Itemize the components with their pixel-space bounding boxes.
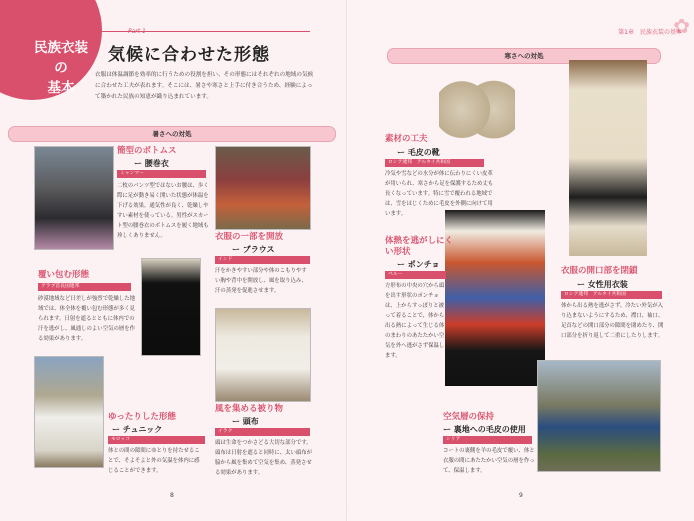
syria-photo	[537, 360, 661, 472]
country-tag: インド	[215, 256, 310, 264]
section-text: 冷気や雪などの水分が体に伝わりにくい皮革が用いられ、寒さから足を保護するため丈も長くなっています。特に雪で覆われる地域では、雪をはじくために毛皮を外側に向けて用います。	[385, 171, 494, 217]
section-title: 衣服の一部を開放	[215, 232, 284, 242]
section-name: ー 女性用衣装	[577, 280, 628, 289]
myanmar-photo	[34, 146, 114, 250]
right-page	[347, 0, 694, 521]
section-text: 汗をかきやすい部分や体のこもりやすい胸や背中を開放し、風を取り込み、汗の蒸発を促進させます。	[215, 268, 307, 294]
section-name: ー ブラウス	[232, 245, 275, 254]
fur-boots-photo	[439, 64, 515, 140]
section-title: 素材の工夫	[385, 134, 428, 144]
section-text: 方形布の中央の穴から頭を出す形状のポンチョは、上からすっぽりと被って着ることで、体から出る熱によって生じる体のまわりのあたたかい空気を外へ逃がさず保温します。	[385, 283, 445, 359]
poncho-photo	[445, 210, 545, 386]
section-title: ゆったりした形態	[108, 412, 176, 422]
section-title: 覆い包む形態	[38, 270, 90, 280]
country-tag: ロシア連邦 アルタイ共和国	[561, 291, 662, 299]
page-number: 9	[519, 492, 523, 499]
india-photo	[215, 146, 311, 230]
section-text: 砂漠地域など日差しが強烈で乾燥した地域では、体全体を覆い包む形態が多く見られます。日射を遮るとともに体内での汗を逃がし、風通しのよい空気の層を作る効果があります。	[38, 296, 136, 342]
section-name: ー ポンチョ	[397, 260, 440, 269]
iraq-photo	[215, 308, 311, 402]
hot-band	[8, 126, 336, 142]
section-text: コートの裏側を羊の毛皮で覆い、体と衣服の間にあたたかい空気の層を作って、保温します。	[443, 448, 535, 474]
section-title: 風を集める被り物	[215, 404, 284, 414]
country-tag: ミャンマー	[117, 170, 206, 178]
section-title: 衣服の開口部を閉鎖	[561, 266, 638, 276]
page-number: 8	[170, 492, 174, 499]
intro-text: 衣服は体温調節を効率的に行うための役割を担い、その形態にはそれぞれの地域の気候に合わせた工夫が表れます。そこには、暑さや寒さと上手に付き合うため、経験によって築かれた民族の知恵が織り込まれています。	[95, 72, 314, 100]
section-title: 体熱を逃がしにくい形状	[385, 236, 454, 257]
section-title: 簡型のボトムス	[117, 146, 177, 156]
section-name: ー 毛皮の靴	[397, 148, 440, 157]
section-text: 頭は生命をつかさどる大切な部分です。頭布は日射を遮ると同時に、太い頭布が脇から風を集めて空気を集め、蒸発させる効果があります。	[215, 440, 313, 476]
country-tag: イラク	[215, 428, 310, 436]
page-gutter	[346, 0, 348, 521]
section-text: 体との間の隙間にゆとりを持たせることで、そよそよと外の気温を体内に感じることができます。	[108, 448, 200, 474]
page-title: 気候に合わせた形態	[108, 45, 270, 65]
chapter-title: 民族衣装の 基本	[34, 40, 88, 96]
part-label: Part 1	[128, 28, 146, 35]
section-title: 空気層の保持	[443, 412, 495, 422]
section-name: ー チュニック	[112, 425, 163, 434]
section-text: 二枚のパンツ型ではないお腰は、歩く際に足が動き易く開いた状態が体温を下げる効果。通気性が良く、乾燥しやすい素材を使っている。男性がスカート型の腰巻衣のボトムスを履く地域も珍しくありません。	[117, 183, 209, 239]
country-tag: アラブ首長国連邦	[38, 283, 131, 291]
section-text: 体から出る熱を逃がさず、冷たい外気が入り込まないようにするため、襟口、袖口、足首などの開口部分の隙間を閉めたり、開口部分を折り返して二重にしたりします。	[561, 303, 664, 339]
section-name: ー 裏地への毛皮の使用	[443, 425, 526, 434]
morocco-photo	[34, 356, 104, 468]
hot-band-label: 暑さへの対処	[152, 130, 192, 138]
altai-dress-photo	[569, 60, 647, 256]
flower-icon: ✿	[673, 14, 690, 38]
country-tag: ロシア連邦 アルタイ共和国	[385, 159, 484, 167]
uae-photo	[141, 258, 201, 356]
cold-band-label: 寒さへの対処	[504, 52, 544, 60]
country-tag: ペルー	[385, 271, 446, 279]
chapter-header: 第1章 民族衣装の基本	[618, 29, 682, 36]
country-tag: モロッコ	[108, 436, 205, 444]
section-name: ー 頭布	[232, 417, 259, 426]
country-tag: シリア	[443, 436, 532, 444]
section-name: ー 腰巻衣	[134, 159, 169, 168]
